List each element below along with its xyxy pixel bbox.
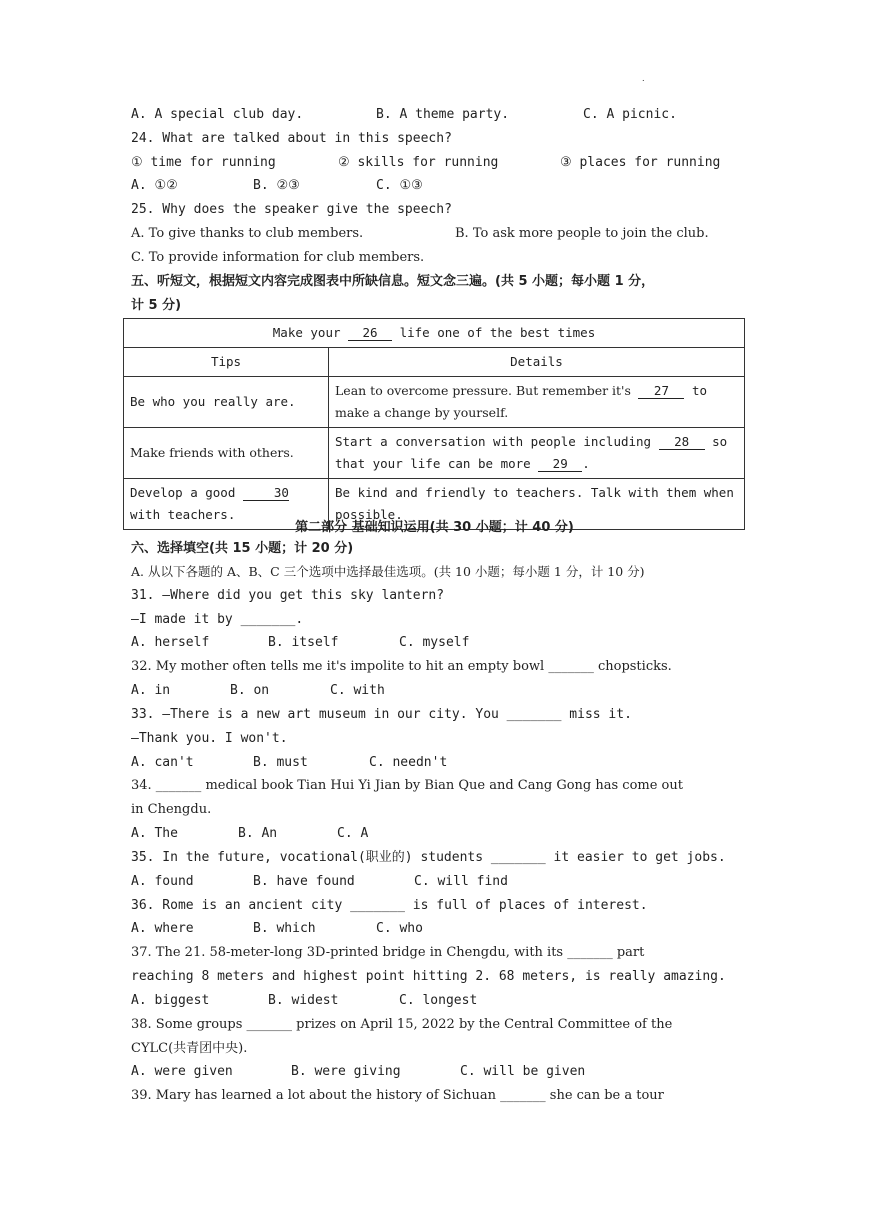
q38-option-b: B. were giving: [291, 1064, 401, 1079]
q33-option-a: A. can't: [131, 755, 194, 770]
q36-option-a: A. where: [131, 921, 194, 936]
table-title-pre: Make your: [272, 325, 341, 340]
row2-detail: [329, 428, 745, 479]
q24-option-b: B. ②③: [253, 178, 300, 193]
q38-option-a: A. were given: [131, 1064, 233, 1079]
q36-option-c: C. who: [376, 921, 423, 936]
q31-option-c: C. myself: [399, 635, 470, 650]
section6-subheading: A. 从以下各题的 A、B、C 三个选项中选择最佳选项。(共 10 小题；每小题 1 分，计 10 分): [131, 564, 645, 579]
q35-option-b: B. have found: [253, 874, 355, 889]
q37-option-b: B. widest: [268, 993, 339, 1008]
q31-line1: 31. —Where did you get this sky lantern?: [131, 588, 445, 603]
blank-27[interactable]: 27: [638, 383, 684, 399]
q24-item-3: ③ places for running: [560, 155, 721, 170]
q35-option-a: A. found: [131, 874, 194, 889]
q37-line1: 37. The 21. 58-meter-long 3D-printed bridge in Chengdu, with its _______ part: [131, 945, 645, 960]
q39-line1: 39. Mary has learned a lot about the history of Sichuan _______ she can be a tour: [131, 1088, 664, 1103]
q33-option-b: B. must: [253, 755, 308, 770]
q25-question: 25. Why does the speaker give the speech?: [131, 202, 452, 217]
row3-detail-b: possible.: [335, 507, 403, 522]
row2-tip: Make friends with others.: [124, 428, 329, 479]
row3-detail-a: Be kind and friendly to teachers. Talk with them when: [335, 485, 734, 500]
q34-option-b: B. An: [238, 826, 278, 841]
q32-option-a: A. in: [131, 683, 171, 698]
q24-question: 24. What are talked about in this speech?: [131, 131, 452, 146]
q33-option-c: C. needn't: [369, 755, 448, 770]
q34-line1: 34. _______ medical book Tian Hui Yi Jian by Bian Que and Cang Gong has come out: [131, 778, 683, 793]
q25-option-a: A. To give thanks to club members.: [131, 226, 364, 241]
row1-detail-a: Lean to overcome pressure. But remember it's: [335, 383, 631, 398]
q33-line2: —Thank you. I won't.: [131, 731, 288, 746]
blank-30[interactable]: 30: [243, 485, 289, 501]
q32-option-c: C. with: [330, 683, 385, 698]
q38-line1: 38. Some groups _______ prizes on April 15, 2022 by the Central Committee of the: [131, 1017, 673, 1032]
section5-heading-line1: 五、听短文，根据短文内容完成图表中所缺信息。短文念三遍。(共 5 小题；每小题 1 分，: [131, 274, 655, 289]
q34-line2: in Chengdu.: [131, 802, 212, 817]
q23-option-a: A. A special club day.: [131, 107, 304, 122]
q23-option-c: C. A picnic.: [583, 107, 677, 122]
q37-option-c: C. longest: [399, 993, 478, 1008]
q24-option-a: A. ①②: [131, 178, 178, 193]
q35-option-c: C. will find: [414, 874, 508, 889]
blank-26[interactable]: 26: [348, 325, 392, 341]
listening-table: [123, 318, 745, 530]
blank-29[interactable]: 29: [538, 456, 582, 472]
row1-detail-b: to: [691, 383, 708, 398]
q24-item-1: ① time for running: [131, 155, 276, 170]
section5-heading-line2: 计 5 分): [131, 298, 182, 313]
q25-option-b: B. To ask more people to join the club.: [455, 226, 709, 241]
q37-line2: reaching 8 meters and highest point hitting 2. 68 meters, is really amazing.: [131, 969, 726, 984]
q25-option-c: C. To provide information for club members.: [131, 250, 425, 265]
row3-tip-b: with teachers.: [130, 507, 236, 522]
blank-28[interactable]: 28: [659, 434, 705, 450]
table-title: [124, 319, 745, 348]
corner-mark: .: [642, 74, 645, 83]
row3-tip-a: Develop a good: [130, 485, 236, 500]
header-tips: Tips: [124, 348, 329, 377]
q35-line1: 35. In the future, vocational(职业的) students _______ it easier to get jobs.: [131, 850, 726, 865]
q34-option-c: C. A: [337, 826, 369, 841]
row1-detail: [329, 377, 745, 428]
row1-detail-c: make a change by yourself.: [335, 405, 509, 420]
section6-heading: 六、选择填空(共 15 小题；计 20 分): [131, 541, 354, 556]
row2-detail-b: so: [712, 434, 728, 449]
q31-line2: —I made it by _______.: [131, 612, 304, 627]
q33-line1: 33. —There is a new art museum in our city. You _______ miss it.: [131, 707, 632, 722]
q24-item-2: ② skills for running: [338, 155, 499, 170]
q37-option-a: A. biggest: [131, 993, 210, 1008]
q36-option-b: B. which: [253, 921, 316, 936]
q34-option-a: A. The: [131, 826, 178, 841]
row2-detail-d: .: [582, 456, 590, 471]
part2-title: 第二部分 基础知识运用(共 30 小题；计 40 分): [295, 520, 574, 535]
q23-option-b: B. A theme party.: [376, 107, 510, 122]
q36-line1: 36. Rome is an ancient city _______ is full of places of interest.: [131, 898, 648, 913]
q32-option-b: B. on: [230, 683, 270, 698]
table-title-post: life one of the best times: [399, 325, 596, 340]
row1-tip: Be who you really are.: [124, 377, 329, 428]
q31-option-b: B. itself: [268, 635, 339, 650]
q38-line2: CYLC(共青团中央).: [131, 1041, 248, 1056]
header-details: Details: [329, 348, 745, 377]
q24-option-c: C. ①③: [376, 178, 423, 193]
row2-detail-c: that your life can be more: [335, 456, 531, 471]
row2-detail-a: Start a conversation with people including: [335, 434, 652, 449]
q38-option-c: C. will be given: [460, 1064, 586, 1079]
q31-option-a: A. herself: [131, 635, 210, 650]
q32-line1: 32. My mother often tells me it's impolite to hit an empty bowl _______ chopsticks.: [131, 659, 672, 674]
